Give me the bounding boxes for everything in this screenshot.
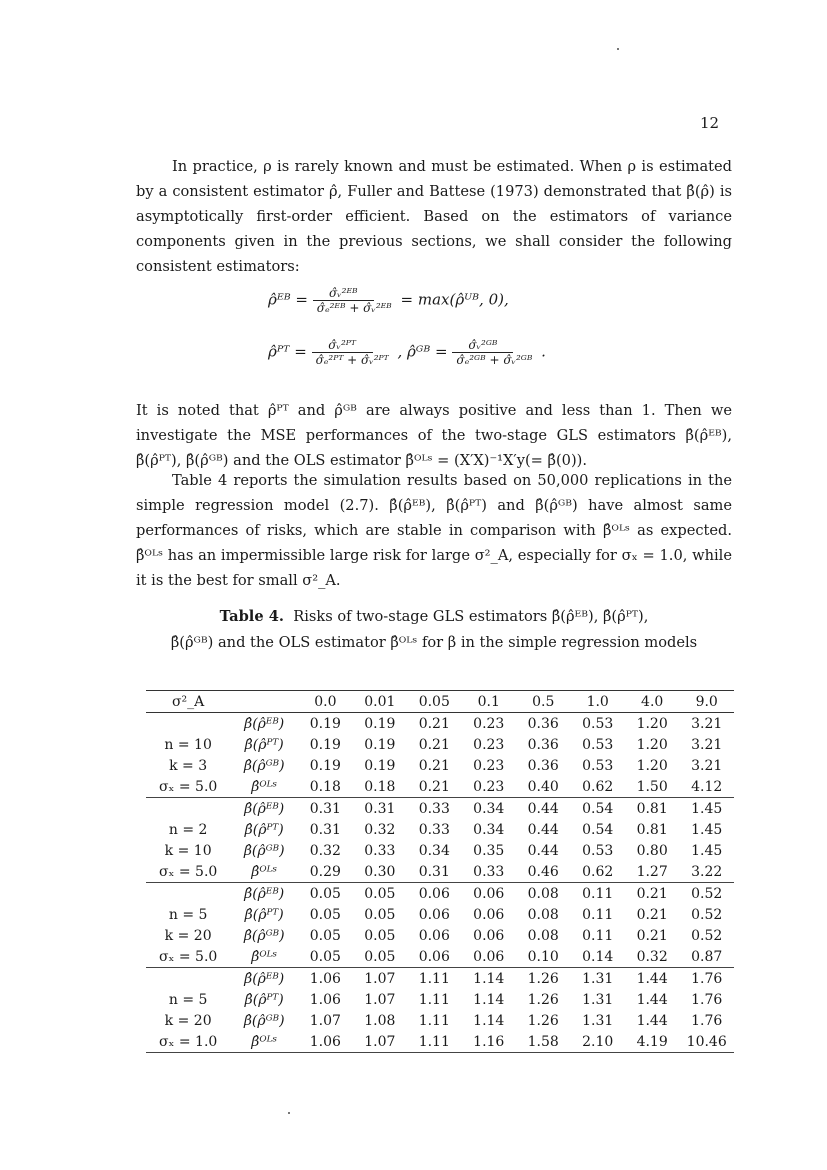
header-col-6: 4.0 [625,691,679,713]
risk-value-cell: 0.18 [353,776,407,798]
risk-value-cell: 1.11 [418,991,450,1008]
estimator-label: β̂ᴼᴸˢ [230,1031,298,1053]
header-estimator [230,691,298,713]
risk-value-cell: 0.21 [636,885,668,902]
risk-value-cell: 0.14 [570,946,624,968]
table-header-row [146,691,734,713]
table-row [146,883,734,905]
risk-value-cell: 1.07 [364,970,396,987]
risk-value-cell: 1.58 [516,1031,570,1053]
caption-line1: Risks of two-stage GLS estimators β̂(ρ̂ᴱᴮ), β̂(ρ̂ᴾᵀ), [293,608,649,625]
risk-value-cell: 0.36 [527,715,559,732]
risk-value-cell: 0.11 [582,906,614,923]
risk-value-cell: 1.11 [418,970,450,987]
risk-value-cell: 0.31 [309,821,341,838]
eq-pt-numerator: σ̂ᵥ²ᴾᵀ [312,338,373,353]
risk-value-cell: 0.29 [298,861,352,883]
risk-value-cell: 0.19 [364,715,396,732]
group-label: n = 5 [168,906,208,923]
risk-value-cell: 0.19 [364,757,396,774]
group-label: k = 20 [164,927,212,944]
eq-pt-denominator: σ̂ₑ²ᴾᵀ + σ̂ᵥ²ᴾᵀ [315,353,389,367]
risk-value-cell: 1.44 [636,1012,668,1029]
risk-value-cell: 0.36 [527,736,559,753]
table-row [146,819,734,840]
risk-value-cell: 1.26 [527,1012,559,1029]
risk-value-cell: 0.21 [418,715,450,732]
risk-value-cell: 0.32 [364,821,396,838]
table-row [146,713,734,735]
estimator-label: β̂(ρ̂ᴾᵀ) [244,736,284,753]
group-label: σₓ = 1.0 [146,1031,230,1053]
eq-gb-numerator: σ̂ᵥ²ᴳᴮ [452,338,513,353]
header-col-2: 0.05 [407,691,461,713]
risk-value-cell: 0.06 [473,927,505,944]
table-row [146,968,734,990]
risk-value-cell: 1.06 [309,991,341,1008]
risk-value-cell: 1.07 [309,1012,341,1029]
header-col-4: 0.5 [516,691,570,713]
eq-gb-lhs: , ρ̂ᴳᴮ = [397,342,448,361]
risk-value-cell: 0.31 [364,800,396,817]
estimator-label: β̂(ρ̂ᴳᴮ) [243,757,285,774]
risk-value-cell: 0.06 [418,906,450,923]
eq-pt-lhs: ρ̂ᴾᵀ = [268,342,307,361]
page-number: 12 [700,114,720,132]
risk-value-cell: 0.06 [473,885,505,902]
risk-value-cell: 0.21 [636,927,668,944]
paragraph-intro-text: In practice, ρ is rarely known and must be estimated. When ρ is estimated by a consistent estimator ρ̂, Fuller and Battese (1973) demonstrated that β̂(ρ̂) is asymptotically first-order efficient. Based on the estimators of variance components given in the previous sections, we shall consider the following consistent estimators: [136,158,732,275]
risk-value-cell: 0.40 [516,776,570,798]
risk-value-cell: 0.54 [582,800,614,817]
risk-value-cell: 0.23 [473,736,505,753]
group-label [146,968,230,990]
group-label [146,798,230,820]
group-label: n = 5 [168,991,208,1008]
risk-value-cell: 3.21 [691,757,723,774]
estimator-label: β̂(ρ̂ᴱᴮ) [244,715,285,732]
header-sigma-a: σ²_A [146,691,230,713]
table-row [146,798,734,820]
group-label: k = 10 [164,842,212,859]
risk-value-cell: 0.62 [570,776,624,798]
risk-value-cell: 1.76 [691,991,723,1008]
risk-value-cell: 1.11 [418,1012,450,1029]
risk-value-cell: 0.54 [582,821,614,838]
risk-value-cell: 0.36 [527,757,559,774]
risk-value-cell: 0.18 [298,776,352,798]
estimator-label: β̂(ρ̂ᴾᵀ) [244,906,284,923]
risk-value-cell: 0.44 [527,821,559,838]
header-col-7: 9.0 [679,691,734,713]
estimator-label: β̂(ρ̂ᴾᵀ) [244,821,284,838]
risk-value-cell: 0.52 [691,885,723,902]
risk-value-cell: 0.23 [462,776,516,798]
risk-value-cell: 0.21 [418,757,450,774]
risk-value-cell: 1.06 [309,970,341,987]
risk-value-cell: 0.33 [462,861,516,883]
risk-value-cell: 0.34 [418,842,450,859]
risk-value-cell: 1.14 [473,970,505,987]
group-label: σₓ = 5.0 [146,861,230,883]
risk-value-cell: 0.05 [364,906,396,923]
table-row [146,946,734,968]
paragraph-results-text: Table 4 reports the simulation results based on 50,000 replications in the simple regression model (2.7). β̂(ρ̂ᴱᴮ), β̂(ρ̂ᴾᵀ) and β̂(ρ̂ᴳᴮ) have almost same performances of risks, which are stable in comparison with β̂ᴼᴸˢ as expected. β̂ᴼᴸˢ has an impermissible large risk for large σ²_A, especially for σₓ = 1.0, while it is the best for small σ²_A. [136,472,732,589]
risk-value-cell: 0.05 [364,927,396,944]
risk-value-cell: 0.06 [473,906,505,923]
risk-value-cell: 10.46 [679,1031,734,1053]
risk-value-cell: 0.53 [582,715,614,732]
risk-value-cell: 0.32 [625,946,679,968]
risk-value-cell: 1.45 [691,821,723,838]
risk-value-cell: 0.08 [527,927,559,944]
equation-rho-pt-gb [268,338,546,367]
risk-table [146,690,734,1053]
risk-value-cell: 1.44 [636,991,668,1008]
risk-value-cell: 0.44 [527,842,559,859]
estimator-label: β̂(ρ̂ᴳᴮ) [243,927,285,944]
risk-value-cell: 1.07 [364,991,396,1008]
table-row [146,861,734,883]
estimator-label: β̂(ρ̂ᴾᵀ) [244,991,284,1008]
risk-value-cell: 0.05 [309,885,341,902]
risk-value-cell: 1.50 [625,776,679,798]
table-row [146,755,734,776]
eq-gb-end: . [541,342,546,361]
risk-value-cell: 0.33 [364,842,396,859]
risk-value-cell: 1.31 [582,970,614,987]
risk-value-cell: 0.35 [473,842,505,859]
risk-value-cell: 0.52 [691,906,723,923]
risk-value-cell: 0.52 [691,927,723,944]
risk-value-cell: 0.19 [309,757,341,774]
estimator-label: β̂(ρ̂ᴱᴮ) [244,885,285,902]
table-body [146,713,734,1053]
risk-value-cell: 1.14 [473,991,505,1008]
risk-value-cell: 4.12 [679,776,734,798]
group-label: n = 2 [168,821,208,838]
table-row [146,734,734,755]
group-label: n = 10 [164,736,212,753]
table-row [146,904,734,925]
risk-value-cell: 0.87 [679,946,734,968]
risk-value-cell: 1.14 [473,1012,505,1029]
risk-value-cell: 0.06 [418,885,450,902]
risk-value-cell: 0.23 [473,715,505,732]
risk-value-cell: 1.07 [353,1031,407,1053]
caption-line2: β̂(ρ̂ᴳᴮ) and the OLS estimator β̂ᴼᴸˢ for β in the simple regression models [170,634,698,651]
risk-value-cell: 3.21 [691,715,723,732]
risk-value-cell: 0.06 [407,946,461,968]
risk-value-cell: 0.53 [582,736,614,753]
risk-value-cell: 0.62 [570,861,624,883]
risk-value-cell: 1.27 [625,861,679,883]
risk-value-cell: 0.19 [309,715,341,732]
risk-value-cell: 0.31 [407,861,461,883]
risk-value-cell: 1.26 [527,970,559,987]
risk-value-cell: 1.06 [298,1031,352,1053]
risk-value-cell: 0.33 [418,800,450,817]
risk-value-cell: 0.06 [462,946,516,968]
risk-value-cell: 0.19 [364,736,396,753]
risk-value-cell: 1.31 [582,1012,614,1029]
risk-value-cell: 0.05 [309,906,341,923]
risk-value-cell: 4.19 [625,1031,679,1053]
risk-value-cell: 0.46 [516,861,570,883]
table-row [146,925,734,946]
header-col-5: 1.0 [570,691,624,713]
estimator-label: β̂(ρ̂ᴱᴮ) [244,800,285,817]
table-caption [136,604,732,656]
risk-value-cell: 0.21 [407,776,461,798]
risk-value-cell: 0.32 [309,842,341,859]
risk-value-cell: 1.16 [462,1031,516,1053]
risk-value-cell: 3.21 [691,736,723,753]
eq-eb-numerator: σ̂ᵥ²ᴱᴮ [313,286,374,301]
paragraph-estimators: It is noted that ρ̂ᴾᵀ and ρ̂ᴳᴮ are always positive and less than 1. Then we investigate the MSE performances of the two-stage GLS estimators β̂(ρ̂ᴱᴮ), β̂(ρ̂ᴾᵀ), β̂(ρ̂ᴳᴮ) and the OLS estimator β̂ᴼᴸˢ = (X′X)⁻¹X′y(= β̂(0)). [136,402,732,469]
risk-value-cell: 0.06 [418,927,450,944]
risk-value-cell: 0.19 [309,736,341,753]
header-col-1: 0.01 [353,691,407,713]
risk-value-cell: 1.20 [636,757,668,774]
risk-value-cell: 1.31 [582,991,614,1008]
risk-value-cell: 3.22 [679,861,734,883]
risk-value-cell: 0.44 [527,800,559,817]
risk-value-cell: 1.76 [691,970,723,987]
estimator-label: β̂(ρ̂ᴳᴮ) [243,842,285,859]
risk-value-cell: 0.11 [582,927,614,944]
group-label [146,713,230,735]
estimator-label: β̂(ρ̂ᴳᴮ) [243,1012,285,1029]
risk-value-cell: 0.05 [298,946,352,968]
risk-value-cell: 1.20 [636,736,668,753]
table-row [146,1031,734,1053]
risk-value-cell: 1.08 [364,1012,396,1029]
estimator-label: β̂ᴼᴸˢ [230,861,298,883]
risk-value-cell: 1.45 [691,842,723,859]
eq-eb-denominator: σ̂ₑ²ᴱᴮ + σ̂ᵥ²ᴱᴮ [316,301,392,315]
risk-value-cell: 0.30 [353,861,407,883]
risk-value-cell: 1.26 [527,991,559,1008]
estimator-label: β̂ᴼᴸˢ [230,776,298,798]
risk-value-cell: 0.80 [636,842,668,859]
group-label: σₓ = 5.0 [146,776,230,798]
group-label [146,883,230,905]
header-col-0: 0.0 [298,691,352,713]
table-row [146,989,734,1010]
risk-value-cell: 0.34 [473,800,505,817]
table-row [146,840,734,861]
group-label: k = 3 [169,757,208,774]
risk-value-cell: 0.21 [418,736,450,753]
risk-value-cell: 1.11 [407,1031,461,1053]
risk-value-cell: 1.20 [636,715,668,732]
paragraph-intro [136,154,732,279]
risk-value-cell: 2.10 [570,1031,624,1053]
scan-speck [288,1112,290,1114]
risk-value-cell: 0.53 [582,842,614,859]
eq-gb-denominator: σ̂ₑ²ᴳᴮ + σ̂ᵥ²ᴳᴮ [456,353,533,367]
table-row [146,776,734,798]
risk-value-cell: 1.76 [691,1012,723,1029]
risk-value-cell: 0.31 [309,800,341,817]
risk-value-cell: 0.11 [582,885,614,902]
risk-value-cell: 0.53 [582,757,614,774]
scan-speck [617,48,619,50]
equation-rho-eb [268,286,509,315]
risk-value-cell: 0.10 [516,946,570,968]
estimator-label: β̂ᴼᴸˢ [230,946,298,968]
risk-value-cell: 0.05 [309,927,341,944]
estimator-label: β̂(ρ̂ᴱᴮ) [244,970,285,987]
risk-value-cell: 0.05 [364,885,396,902]
eq-eb-lhs: ρ̂ᴱᴮ = [268,290,308,309]
paragraph-results [136,468,732,593]
risk-value-cell: 0.34 [473,821,505,838]
risk-value-cell: 1.44 [636,970,668,987]
header-col-3: 0.1 [462,691,516,713]
risk-value-cell: 0.81 [636,821,668,838]
risk-value-cell: 0.21 [636,906,668,923]
risk-value-cell: 0.81 [636,800,668,817]
caption-label: Table 4. [219,608,284,625]
risk-value-cell: 0.23 [473,757,505,774]
table-row [146,1010,734,1031]
risk-value-cell: 1.45 [691,800,723,817]
eq-eb-rhs: = max(ρ̂ᵁᴮ, 0), [400,290,509,309]
risk-value-cell: 0.08 [527,885,559,902]
risk-value-cell: 0.08 [527,906,559,923]
group-label: σₓ = 5.0 [146,946,230,968]
risk-value-cell: 0.05 [353,946,407,968]
group-label: k = 20 [164,1012,212,1029]
risk-value-cell: 0.33 [418,821,450,838]
